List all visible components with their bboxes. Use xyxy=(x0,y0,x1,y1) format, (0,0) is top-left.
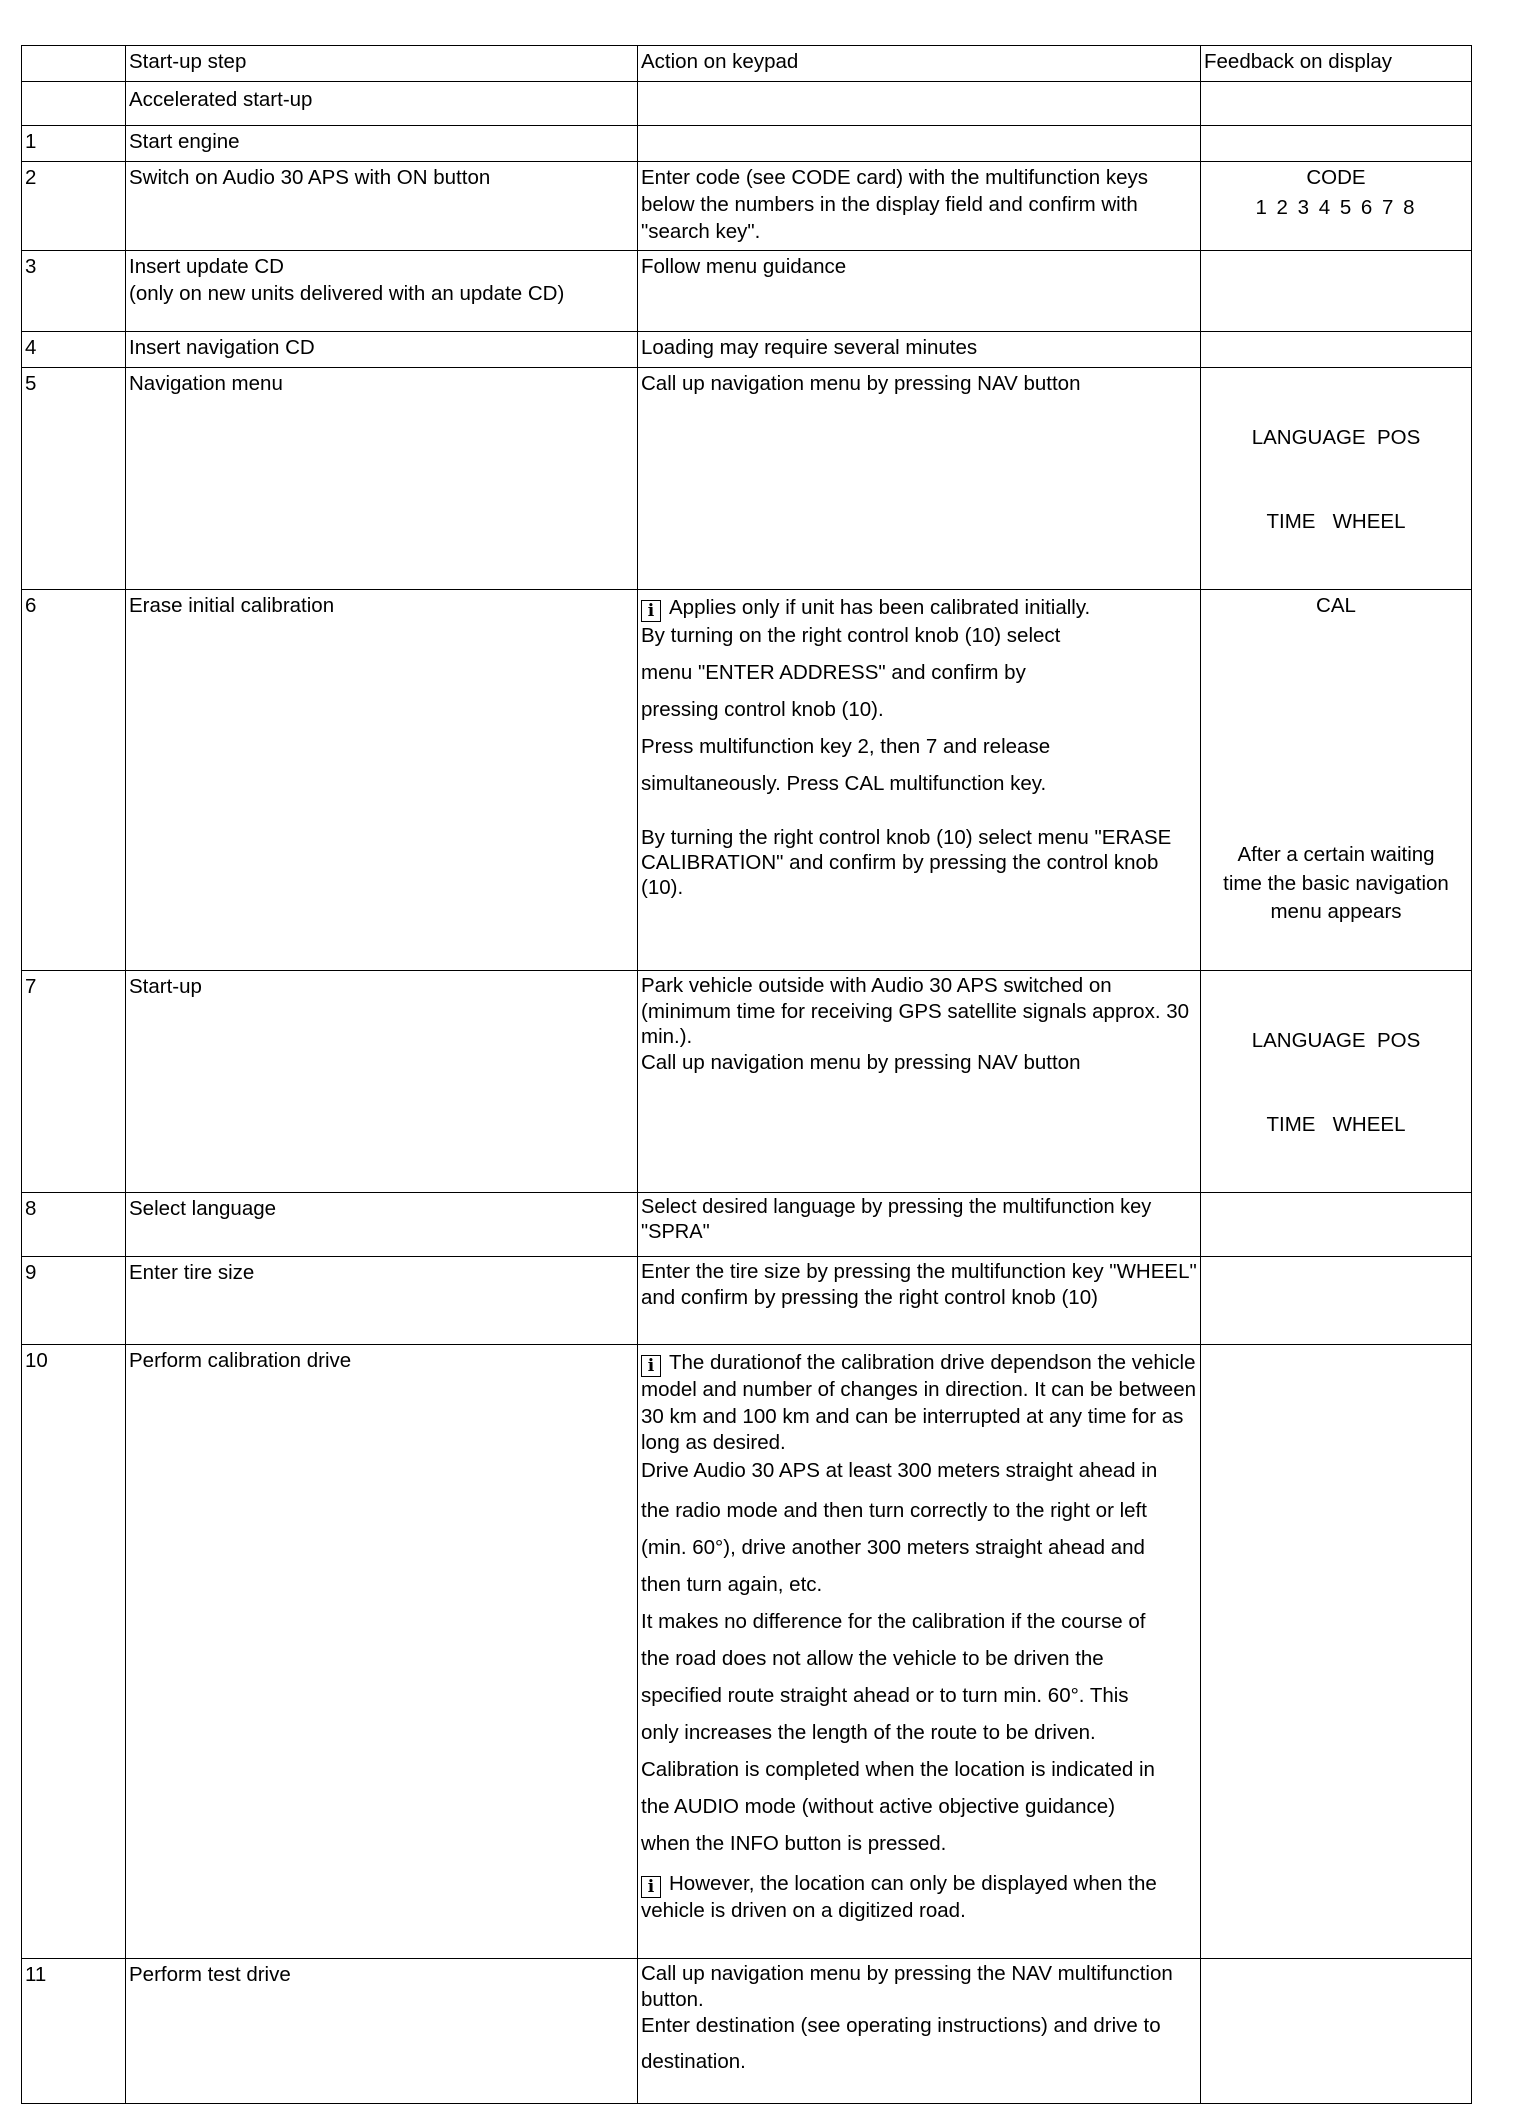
row-step: Switch on Audio 30 APS with ON button xyxy=(126,162,638,251)
table-row xyxy=(22,971,1472,1193)
row-number: 3 xyxy=(22,251,126,332)
row-number: 4 xyxy=(22,332,126,368)
display-code-label: CODE xyxy=(1306,166,1366,189)
row-step: Erase initial calibration xyxy=(126,590,638,971)
header-row xyxy=(22,46,1472,82)
row-action: i The durationof the calibration drive dependson the vehicle model and number of changes in direction. It can be between 30 km and 100 km and can be interrupted at any time for as long as desired. Drive Audio 30 APS at least 300 meters straight ahead in the radio mode and then turn correctly to the right or left (min. 60°), drive another 300 meters straight ahead and then turn again, etc. It makes no difference for the calibration if the course of the road does not allow the vehicle to be driven the specified route straight ahead or to turn min. 60°. This only increases the length of the route to be driven. Calibration is completed when the location is indicated in the AUDIO mode (without active objective guidance) when the INFO button is pressed. i However, the location can only be displayed when the vehicle is driven on a digitized road. xyxy=(638,1345,1201,1959)
row-action: Enter code (see CODE card) with the multifunction keys below the numbers in the display field and confirm with "search key". xyxy=(638,162,1201,251)
row-action: Follow menu guidance xyxy=(638,251,1201,332)
display-code-digits: 1 2 3 4 5 6 7 8 xyxy=(1255,196,1417,219)
table-row xyxy=(22,368,1472,590)
row-number: 11 xyxy=(22,1959,126,2104)
row-number: 8 xyxy=(22,1193,126,1257)
row-step: Start-up xyxy=(126,971,638,1193)
row-action: Park vehicle outside with Audio 30 APS switched on (minimum time for receiving GPS satellite signals approx. 30 min.). Call up navigation menu by pressing NAV button xyxy=(638,971,1201,1193)
table-row xyxy=(22,1959,1472,2104)
row-number: 6 xyxy=(22,590,126,971)
row-action: Enter the tire size by pressing the multifunction key "WHEEL" and confirm by pressing the right control knob (10) xyxy=(638,1257,1201,1345)
table-row xyxy=(22,126,1472,162)
row-number: 5 xyxy=(22,368,126,590)
info-icon: i xyxy=(641,600,661,622)
row-action: Call up navigation menu by pressing the NAV multifunction button. Enter destination (see operating instructions) and drive to destination. xyxy=(638,1959,1201,2104)
row-feedback xyxy=(1201,162,1472,251)
row-action: i Applies only if unit has been calibrated initially. By turning on the right control knob (10) select menu "ENTER ADDRESS" and confirm by pressing control knob (10). Press multifunction key 2, then 7 and release simultaneously. Press CAL multifunction key. By turning the right control knob (10) select menu "ERASE CALIBRATION" and confirm by pressing the control knob (10). xyxy=(638,590,1201,971)
section-title: Accelerated start-up xyxy=(126,82,638,126)
table-row xyxy=(22,162,1472,251)
table-row xyxy=(22,1345,1472,1959)
row-step: Perform calibration drive xyxy=(126,1345,638,1959)
row-step: Insert navigation CD xyxy=(126,332,638,368)
display-basic-menu-note: After a certain waiting time the basic navigation menu appears xyxy=(1223,843,1449,923)
row-number: 7 xyxy=(22,971,126,1193)
header-num xyxy=(22,46,126,82)
row-action: Call up navigation menu by pressing NAV button xyxy=(638,368,1201,590)
table-row xyxy=(22,1193,1472,1257)
table-row xyxy=(22,1257,1472,1345)
display-cal: CAL xyxy=(1316,594,1356,617)
info-icon: i xyxy=(641,1876,661,1898)
row-step: Navigation menu xyxy=(126,368,638,590)
table-row xyxy=(22,332,1472,368)
info-icon: i xyxy=(641,1355,661,1377)
row-step: Select language xyxy=(126,1193,638,1257)
table-row xyxy=(22,590,1472,971)
row-feedback xyxy=(1201,590,1472,971)
table-row xyxy=(22,251,1472,332)
row-number: 10 xyxy=(22,1345,126,1959)
row-step: Insert update CD (only on new units delivered with an update CD) xyxy=(126,251,638,332)
row-action: Loading may require several minutes xyxy=(638,332,1201,368)
row-number: 9 xyxy=(22,1257,126,1345)
header-feedback: Feedback on display xyxy=(1201,46,1472,82)
row-number: 1 xyxy=(22,126,126,162)
row-feedback: LANGUAGE POS TIME WHEEL xyxy=(1201,971,1472,1193)
header-action: Action on keypad xyxy=(638,46,1201,82)
row-action: Select desired language by pressing the multifunction key "SPRA" xyxy=(638,1193,1201,1257)
header-step: Start-up step xyxy=(126,46,638,82)
row-step: Start engine xyxy=(126,126,638,162)
section-row xyxy=(22,82,1472,126)
startup-table xyxy=(21,45,1472,2104)
row-step: Enter tire size xyxy=(126,1257,638,1345)
row-number: 2 xyxy=(22,162,126,251)
row-step: Perform test drive xyxy=(126,1959,638,2104)
row-feedback: LANGUAGE POS TIME WHEEL xyxy=(1201,368,1472,590)
